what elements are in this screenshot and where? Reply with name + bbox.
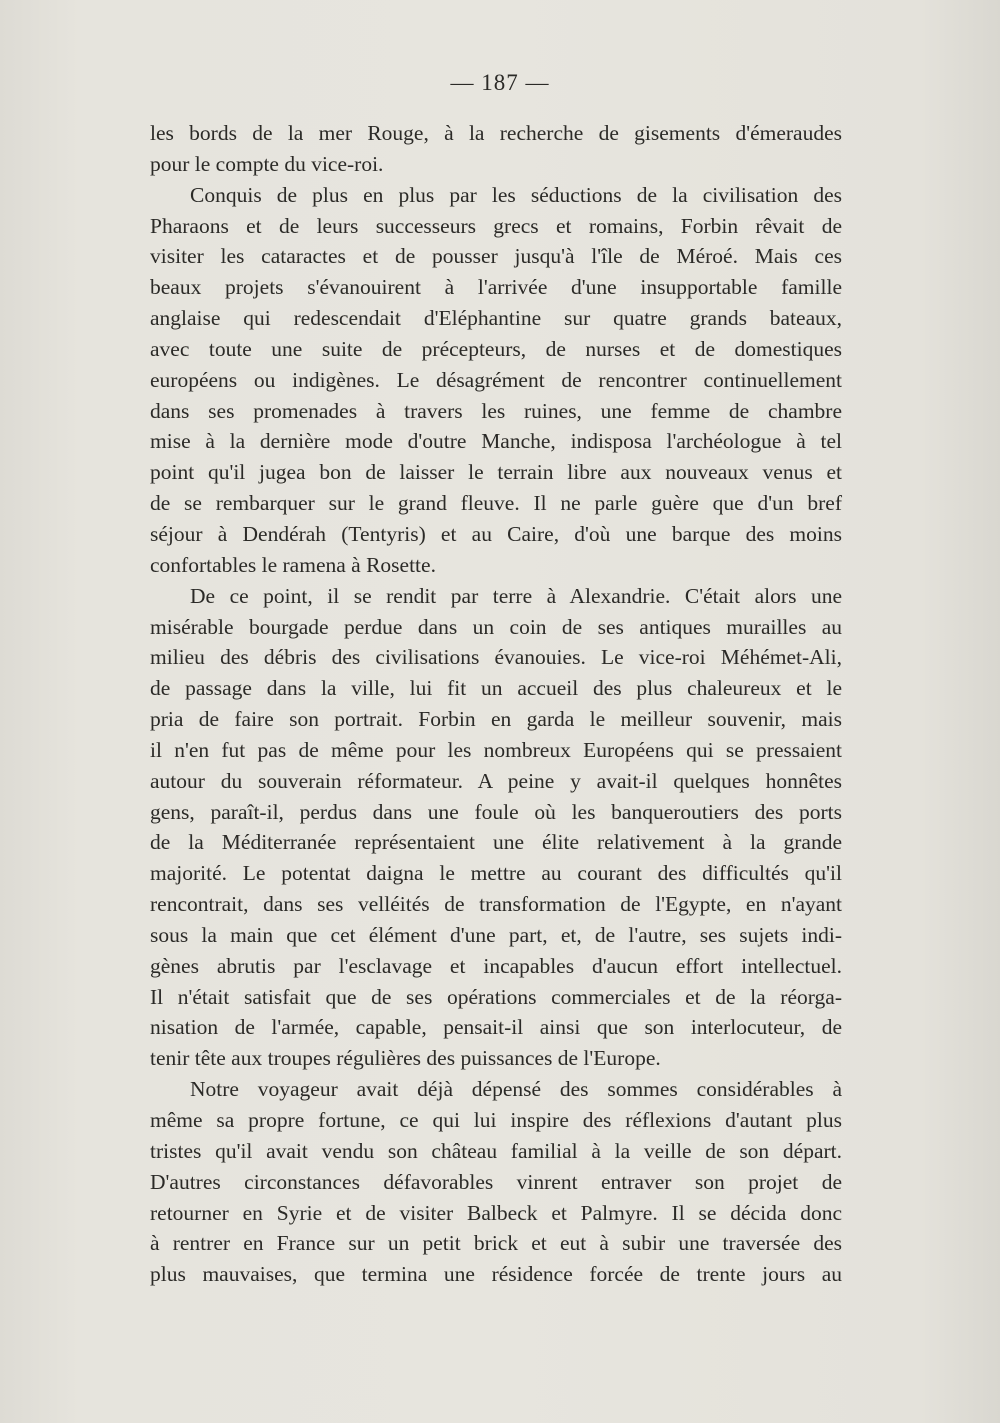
- text-line: confortables le ramena à Rosette.: [150, 552, 436, 577]
- text-line: pour le compte du vice-roi.: [150, 151, 384, 176]
- page-number: — 187 —: [450, 70, 550, 95]
- text-line: plus mauvaises, que termina une résidence forcée de trente jours au: [150, 1262, 842, 1287]
- text-line: à rentrer en France sur un petit brick et eut à subir une traversée des: [150, 1231, 842, 1256]
- text-line: même sa propre fortune, ce qui lui inspire des réflexions d'autant plus: [150, 1108, 842, 1132]
- text-line: gens, paraît-il, perdus dans une foule où les banqueroutiers des ports: [150, 799, 842, 824]
- text-line: D'autres circonstances défavorables vinrent entraver son projet de: [150, 1169, 842, 1194]
- text-line: les bords de la mer Rouge, à la recherche de gisements d'émeraudes: [150, 121, 842, 145]
- text-line: beaux projets s'évanouirent à l'arrivée d'une insupportable famille: [150, 275, 842, 300]
- paragraph: [150, 581, 842, 1075]
- text-line: tenir tête aux troupes régulières des puissances de l'Europe.: [150, 1046, 661, 1071]
- text-line: nisation de l'armée, capable, pensait-il ainsi que son interlocuteur, de: [150, 1015, 842, 1040]
- text-line: rencontrait, dans ses velléités de transformation de l'Egypte, en n'ayant: [150, 892, 842, 917]
- paragraph: [150, 118, 842, 180]
- text-line: sous la main que cet élément d'une part, et, de l'autre, ses sujets indi-: [150, 922, 842, 947]
- text-line: mise à la dernière mode d'outre Manche, indisposa l'archéologue à tel: [150, 429, 842, 454]
- text-line: point qu'il jugea bon de laisser le terrain libre aux nouveaux venus et: [150, 460, 842, 485]
- text-line: européens ou indigènes. Le désagrément de rencontrer continuellement: [150, 367, 842, 392]
- text-line: dans ses promenades à travers les ruines, une femme de chambre: [150, 398, 842, 423]
- text-line: pria de faire son portrait. Forbin en garda le meilleur souvenir, mais: [150, 707, 842, 732]
- text-line: de passage dans la ville, lui fit un accueil des plus chaleureux et le: [150, 676, 842, 701]
- paragraph: [150, 180, 842, 581]
- text-line: de la Méditerranée représentaient une élite relativement à la grande: [150, 830, 842, 855]
- body-text: [150, 118, 842, 1290]
- text-line: misérable bourgade perdue dans un coin de ses antiques murailles au: [150, 614, 842, 639]
- text-line: séjour à Dendérah (Tentyris) et au Caire, d'où une barque des moins: [150, 521, 842, 546]
- text-line: visiter les cataractes et de pousser jusqu'à l'île de Méroé. Mais ces: [150, 244, 842, 269]
- text-line: milieu des débris des civilisations évanouies. Le vice-roi Méhémet-Ali,: [150, 645, 842, 670]
- text-line: majorité. Le potentat daigna le mettre au courant des difficultés qu'il: [150, 861, 842, 886]
- text-line: de se rembarquer sur le grand fleuve. Il ne parle guère que d'un bref: [150, 491, 842, 516]
- text-line: Notre voyageur avait déjà dépensé des sommes considérables à: [190, 1077, 842, 1102]
- text-line: gènes abrutis par l'esclavage et incapables d'aucun effort intellectuel.: [150, 953, 842, 978]
- text-line: autour du souverain réformateur. A peine y avait-il quelques honnêtes: [150, 768, 842, 793]
- text-line: il n'en fut pas de même pour les nombreux Européens qui se pressaient: [150, 737, 842, 762]
- paragraph: [150, 1074, 842, 1290]
- text-line: Conquis de plus en plus par les séductions de la civilisation des: [190, 182, 842, 207]
- text-line: retourner en Syrie et de visiter Balbeck et Palmyre. Il se décida donc: [150, 1200, 842, 1225]
- text-line: Pharaons et de leurs successeurs grecs et romains, Forbin rêvait de: [150, 213, 842, 238]
- text-line: Il n'était satisfait que de ses opérations commerciales et de la réorga-: [150, 984, 842, 1009]
- text-line: tristes qu'il avait vendu son château familial à la veille de son départ.: [150, 1138, 842, 1163]
- text-line: avec toute une suite de précepteurs, de nurses et de domestiques: [150, 336, 842, 361]
- text-line: De ce point, il se rendit par terre à Alexandrie. C'était alors une: [190, 583, 842, 608]
- text-line: anglaise qui redescendait d'Eléphantine sur quatre grands bateaux,: [150, 306, 842, 331]
